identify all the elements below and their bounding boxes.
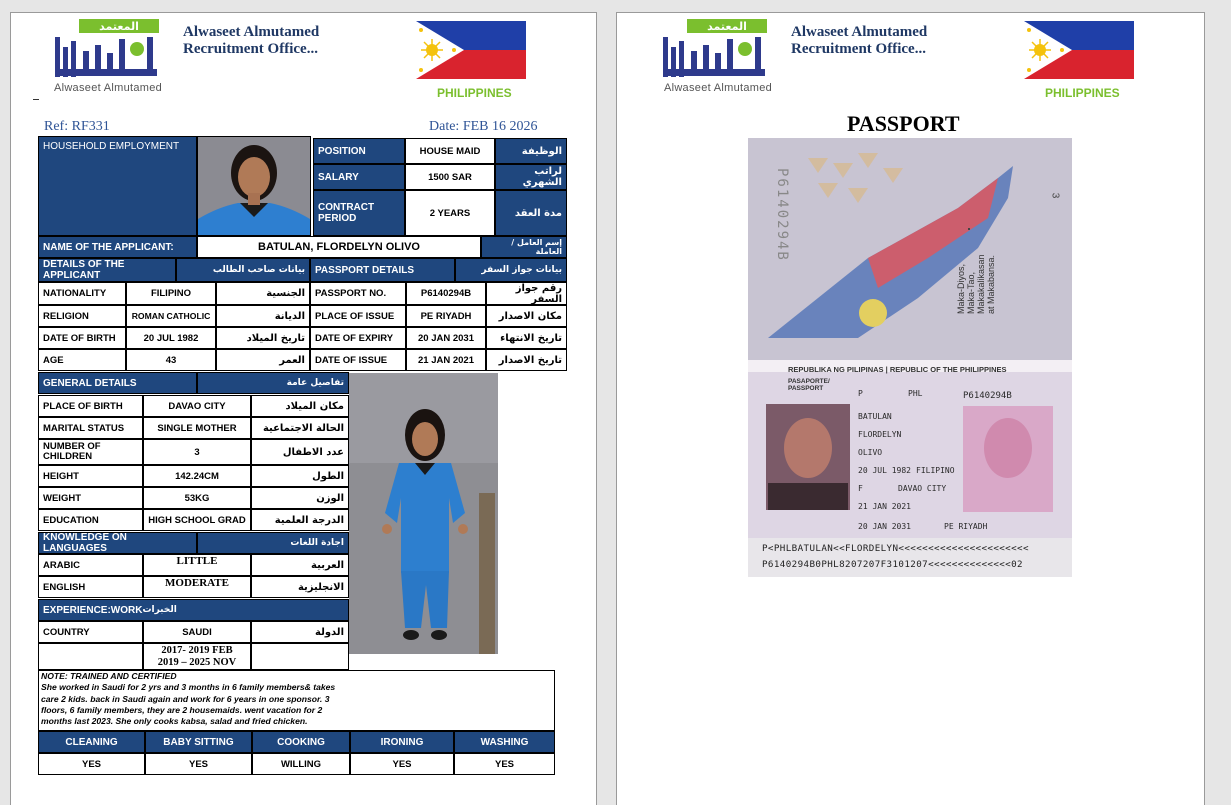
passport-type: P: [858, 389, 863, 398]
experience-period: 2019 – 2025 NOV: [157, 656, 237, 668]
svg-text:المعتمد: المعتمد: [99, 20, 139, 33]
passport-row-label: DATE OF EXPIRY: [310, 327, 406, 349]
details-row-value: FILIPINO: [126, 282, 216, 305]
general-row-value: 3: [143, 439, 251, 465]
country-label: PHILIPPINES: [437, 86, 512, 100]
passport-country-code: PHL: [908, 389, 923, 398]
general-row-arabic: الحالة الاجتماعية: [251, 417, 349, 439]
experience-period: 2017- 2019 FEB: [161, 644, 233, 656]
divider: [33, 99, 39, 100]
passport-section-title: PASSPORT DETAILS: [310, 258, 455, 282]
passport-expiry-date: 20 JAN 2031: [858, 522, 911, 531]
contract-value: 2 YEARS: [405, 190, 495, 236]
language-row-value: MODERATE: [143, 576, 251, 598]
skill-value: WILLING: [252, 753, 350, 775]
reference-number: Ref: RF331: [44, 119, 110, 134]
note-line: floors, 6 family members, they are 2 housemaids. went vacation for 2: [41, 704, 323, 715]
passport-issue-date: 21 JAN 2021: [858, 502, 911, 511]
details-row-arabic: العمر: [216, 349, 310, 371]
passport-title: PASSPORT: [847, 111, 960, 136]
details-row-arabic: الجنسية: [216, 282, 310, 305]
details-row-value: ROMAN CATHOLIC: [126, 305, 216, 327]
salary-value: 1500 SAR: [405, 164, 495, 190]
skill-value: YES: [145, 753, 252, 775]
general-row-arabic: الطول: [251, 465, 349, 487]
skill-header: IRONING: [350, 731, 454, 753]
visa-motto-line: Maka-Diyos,: [956, 263, 966, 314]
general-row-value: SINGLE MOTHER: [143, 417, 251, 439]
general-row-label: NUMBER OF CHILDREN: [38, 439, 143, 465]
applicant-name-arabic: إسم العامل / العاملة: [481, 236, 567, 258]
details-row-value: 20 JUL 1982: [126, 327, 216, 349]
language-row-arabic: الانجليزية: [251, 576, 349, 598]
skill-header: CLEANING: [38, 731, 145, 753]
salary-label: SALARY: [313, 164, 405, 190]
passport-row-arabic: رقم جواز السفر: [486, 282, 567, 305]
passport-row-value: 20 JAN 2031: [406, 327, 486, 349]
applicant-headshot: [197, 136, 311, 236]
languages-section-title-arabic: اجادة اللغات: [197, 532, 349, 554]
experience-period-blank: [251, 643, 349, 670]
country-label: PHILIPPINES: [1045, 86, 1120, 100]
experience-title-arabic: الخبرات: [142, 605, 177, 615]
skill-header: COOKING: [252, 731, 350, 753]
page-number: 3: [1049, 192, 1061, 199]
position-arabic: الوظيفة: [495, 138, 567, 164]
applicant-name-label: NAME OF THE APPLICANT:: [38, 236, 197, 258]
logo-caption: Alwaseet Almutamed: [53, 82, 163, 94]
passport-row-value: P6140294B: [406, 282, 486, 305]
passport-place-of-birth: DAVAO CITY: [898, 484, 947, 493]
general-row-arabic: الوزن: [251, 487, 349, 509]
note-heading: NOTE: TRAINED AND CERTIFIED: [41, 671, 177, 681]
experience-country-label: COUNTRY: [38, 621, 143, 643]
visa-motto-line: Makakalikasan: [976, 254, 986, 314]
passport-row-label: PASSPORT NO.: [310, 282, 406, 305]
general-row-label: EDUCATION: [38, 509, 143, 531]
general-row-arabic: الدرجة العلمية: [251, 509, 349, 531]
note-line: She worked in Saudi for 2 yrs and 3 months in 6 family members& takes: [41, 682, 336, 693]
skill-value: YES: [350, 753, 454, 775]
experience-country-value: SAUDI: [143, 621, 251, 643]
details-row-label: DATE OF BIRTH: [38, 327, 126, 349]
passport-surname: BATULAN: [858, 412, 892, 421]
experience-section-title: [38, 599, 349, 621]
visa-motto-line: Maka-Tao,: [966, 271, 976, 314]
details-row-arabic: تاريخ الميلاد: [216, 327, 310, 349]
note-line: months last 2023. She only cooks kabsa, salad and fried chicken.: [41, 716, 308, 727]
general-row-arabic: عدد الاطفال: [251, 439, 349, 465]
passport-row-label: PLACE OF ISSUE: [310, 305, 406, 327]
experience-country-arabic: الدولة: [251, 621, 349, 643]
passport-scan: [748, 138, 1072, 577]
passport-row-arabic: تاريخ الانتهاء: [486, 327, 567, 349]
general-row-label: HEIGHT: [38, 465, 143, 487]
logo-caption: Alwaseet Almutamed: [663, 82, 773, 94]
passport-middle-name: OLIVO: [858, 448, 883, 457]
document-date: Date: FEB 16 2026: [429, 119, 538, 134]
svg-text:المعتمد: المعتمد: [707, 20, 747, 33]
details-row-label: AGE: [38, 349, 126, 371]
general-section-title-arabic: تفاصيل عامة: [197, 372, 349, 394]
contract-arabic: مدة العقد: [495, 190, 567, 236]
passport-page: [616, 12, 1205, 805]
company-name-line2: Recruitment Office...: [183, 41, 318, 57]
details-row-arabic: الديانة: [216, 305, 310, 327]
skill-value: YES: [454, 753, 555, 775]
company-name-line2: Recruitment Office...: [791, 41, 926, 57]
passport-number: P6140294B: [963, 391, 1012, 401]
company-name: [183, 24, 319, 58]
passport-row-arabic: مكان الاصدار: [486, 305, 567, 327]
details-row-label: RELIGION: [38, 305, 126, 327]
applicant-name: BATULAN, FLORDELYN OLIVO: [197, 236, 481, 258]
note-line: care 2 kids. back in Saudi again and work for 6 years in one sponsor. 3: [41, 693, 330, 704]
language-row-label: ARABIC: [38, 554, 143, 576]
passport-given-name: FLORDELYN: [858, 430, 902, 439]
general-row-arabic: مكان الميلاد: [251, 395, 349, 417]
company-logo: [49, 17, 165, 94]
language-row-value: LITTLE: [143, 554, 251, 576]
company-name: [791, 24, 927, 58]
passport-row-label: DATE OF ISSUE: [310, 349, 406, 371]
experience-periods: [143, 643, 251, 670]
republic-header: REPUBLIKA NG PILIPINAS | REPUBLIC OF THE PHILIPPINES: [788, 365, 1007, 374]
passport-row-arabic: تاريخ الاصدار: [486, 349, 567, 371]
position-value: HOUSE MAID: [405, 138, 495, 164]
passport-row-value: PE RIYADH: [406, 305, 486, 327]
employment-category: HOUSEHOLD EMPLOYMENT: [38, 136, 197, 236]
experience-title: EXPERIENCE:WORK: [43, 604, 143, 616]
general-row-value: 142.24CM: [143, 465, 251, 487]
details-section-title: DETAILS OF THE APPLICANT: [38, 258, 176, 282]
philippines-flag-icon: [1024, 21, 1134, 79]
cv-page: [10, 12, 597, 805]
general-row-value: DAVAO CITY: [143, 395, 251, 417]
philippines-flag-icon: [416, 21, 526, 79]
company-name-line1: Alwaseet Almutamed: [791, 24, 928, 40]
details-row-label: NATIONALITY: [38, 282, 126, 305]
visa-motto: [956, 254, 996, 314]
note-text: [41, 671, 335, 727]
applicant-full-body-photo: [349, 373, 498, 654]
details-row-value: 43: [126, 349, 216, 371]
skill-value: YES: [38, 753, 145, 775]
general-section-title: GENERAL DETAILS: [38, 372, 197, 394]
general-row-label: WEIGHT: [38, 487, 143, 509]
general-row-label: MARITAL STATUS: [38, 417, 143, 439]
passport-sex: F: [858, 484, 863, 493]
language-row-arabic: العربية: [251, 554, 349, 576]
mrz-line-2: P6140294B0PHL8207207F3101207<<<<<<<<<<<<<<02: [762, 559, 1023, 570]
passport-nationality: FILIPINO: [916, 466, 955, 475]
language-row-label: ENGLISH: [38, 576, 143, 598]
general-row-label: PLACE OF BIRTH: [38, 395, 143, 417]
visa-motto-line: at Makabansa.: [986, 254, 996, 314]
skill-header: WASHING: [454, 731, 555, 753]
doc-type: PASAPORTE/ PASSPORT: [788, 378, 830, 392]
company-name-line1: Alwaseet Almutamed: [183, 24, 320, 40]
passport-dob: 20 JUL 1982: [858, 466, 911, 475]
passport-authority: PE RIYADH: [944, 522, 988, 531]
general-row-value: 53KG: [143, 487, 251, 509]
perforated-number: P6140294B: [774, 168, 790, 262]
mrz-line-1: P<PHLBATULAN<<FLORDELYN<<<<<<<<<<<<<<<<<<<<<<: [762, 543, 1029, 554]
salary-arabic: لراتب الشهري: [495, 164, 567, 190]
skill-header: BABY SITTING: [145, 731, 252, 753]
general-row-value: HIGH SCHOOL GRAD: [143, 509, 251, 531]
experience-period-blank: [38, 643, 143, 670]
passport-section-title-arabic: بيانات جواز السفر: [455, 258, 567, 282]
company-logo: [657, 17, 773, 94]
contract-label: CONTRACT PERIOD: [313, 190, 405, 236]
passport-row-value: 21 JAN 2021: [406, 349, 486, 371]
position-label: POSITION: [313, 138, 405, 164]
languages-section-title: KNOWLEDGE ON LANGUAGES: [38, 532, 197, 554]
details-section-title-arabic: بيانات صاحب الطالب: [176, 258, 310, 282]
